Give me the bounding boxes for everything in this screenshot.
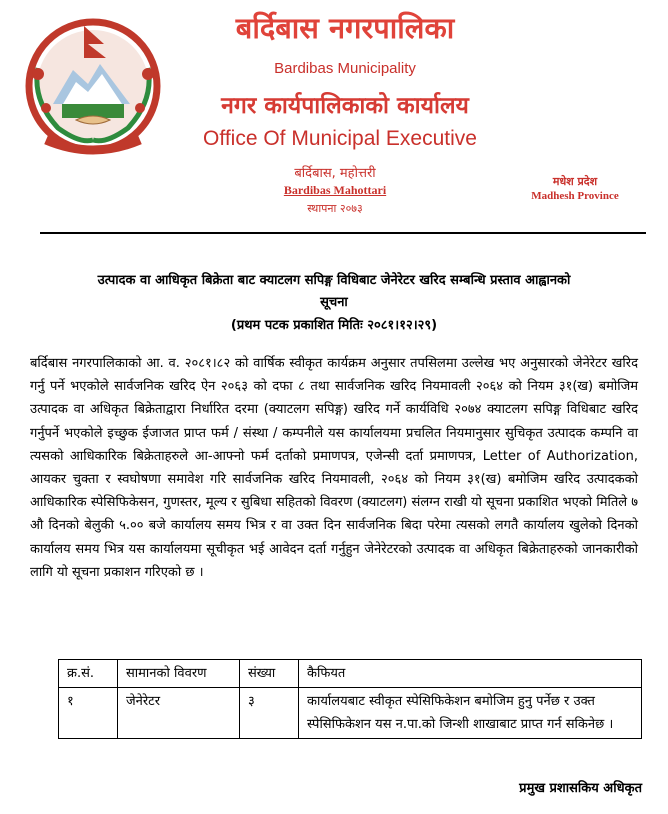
- table-row: [59, 688, 642, 739]
- province-en: Madhesh Province: [531, 190, 619, 202]
- nepal-government-emblem-icon: [18, 12, 168, 162]
- office-name-np: नगर कार्यपालिकाको कार्यालय: [221, 93, 469, 119]
- notice-title-line2: सूचना: [320, 295, 348, 310]
- address-np: बर्दिबास, महोत्तरी: [294, 166, 376, 181]
- items-table: [58, 659, 642, 739]
- municipality-name-en: Bardibas Municipality: [274, 60, 416, 77]
- province-np: मधेश प्रदेश: [552, 175, 598, 188]
- column-header-remarks: कैफियत: [299, 660, 642, 688]
- established-year: स्थापना २०७३: [307, 202, 363, 215]
- office-name-en: Office Of Municipal Executive: [203, 127, 477, 150]
- cell-sn: १: [59, 688, 118, 739]
- cell-remarks: कार्यालयबाट स्वीकृत स्पेसिफिकेशन बमोजिम हुनु पर्नेछ र उक्त स्पेसिफिकेशन यस न.पा.को जिन्शी शाखाबाट प्राप्त गर्न सकिनेछ ।: [299, 688, 642, 739]
- publication-date: (प्रथम पटक प्रकाशित मितिः २०८१।१२।२९): [230, 318, 438, 333]
- table-header-row: [59, 660, 642, 688]
- column-header-quantity: संख्या: [240, 660, 299, 688]
- municipality-name-np: बर्दिबास नगरपालिका: [235, 11, 455, 45]
- signature-title: प्रमुख प्रशासकिय अधिकृत: [519, 781, 642, 796]
- header-divider: [40, 232, 646, 234]
- cell-item: जेनेरेटर: [118, 688, 240, 739]
- address-en: Bardibas Mahottari: [283, 183, 387, 197]
- notice-body: बर्दिबास नगरपालिकाको आ. व. २०८१।८२ को वार्षिक स्वीकृत कार्यक्रम अनुसार तपसिलमा उल्लेख भए अनुसारको जेनेरेटर खरिद गर्नु पर्ने भएकोले सार्वजनिक खरिद ऐन २०६३ को दफा ८ तथा सार्वजनिक खरिद नियमावली २०६४ को नियम ३१(ख) बमोजिम उत्पादक वा अधिकृत बिक्रेताद्वारा निर्धारित दरमा (क्याटलग सपिङ्ग) खरिद गर्ने कार्यविधि २०७४ क्याटलग सपिङ्ग विधिबाट खरिद गर्नुपर्ने भएकोले इच्छुक ईजाजत प्राप्त फर्म / संस्था / कम्पनीले यस कार्यालयमा प्रचलित नियमानुसार सुचिकृत उत्पादक कम्पनि वा त्यसको आधिकारिक बिक्रेताहरुले आ-आफ्नो फर्म दर्ताको प्रमाणपत्र, एजेन्सी दर्ता प्रमाणपत्र, Letter of Authorization, आयकर चुक्ता र स्वघोषणा समावेश गरि सार्वजनिक खरिद नियमावली, २०६४ को नियम ३१(ख) बमोजिम खरिद उत्पादकको आधिकारिक स्पेसिफिकेसन, गुणस्तर, मूल्य र सुबिधा सहितको विवरण (क्याटलग) संलग्न राखी यो सूचना प्रकाशित भएको मितिले ७ औ दिनको बेलुकी ५.०० बजे कार्यालय समय भित्र र वा उक्त दिन सार्वजनिक बिदा परेमा त्यसको लगतै कार्यालय खुलेको दिनको कार्यालय समय भित्र यस कार्यालयमा सूचीकृत भई आवेदन दर्ता गर्नुहुन जेनेरेटरको उत्पादक वा अधिकृत बिक्रेताहरुको जानकारीको लागि यो सूचना प्रकाशन गरिएको छ ।: [30, 356, 638, 580]
- notice-title-line1: उत्पादक वा आधिकृत बिक्रेता बाट क्याटलग सपिङ्ग विधिबाट जेनेरेटर खरिद सम्बन्धि प्रस्ताव आह्वानको: [97, 273, 571, 288]
- cell-quantity: ३: [240, 688, 299, 739]
- column-header-item: सामानको विवरण: [118, 660, 240, 688]
- column-header-sn: क्र.सं.: [59, 660, 118, 688]
